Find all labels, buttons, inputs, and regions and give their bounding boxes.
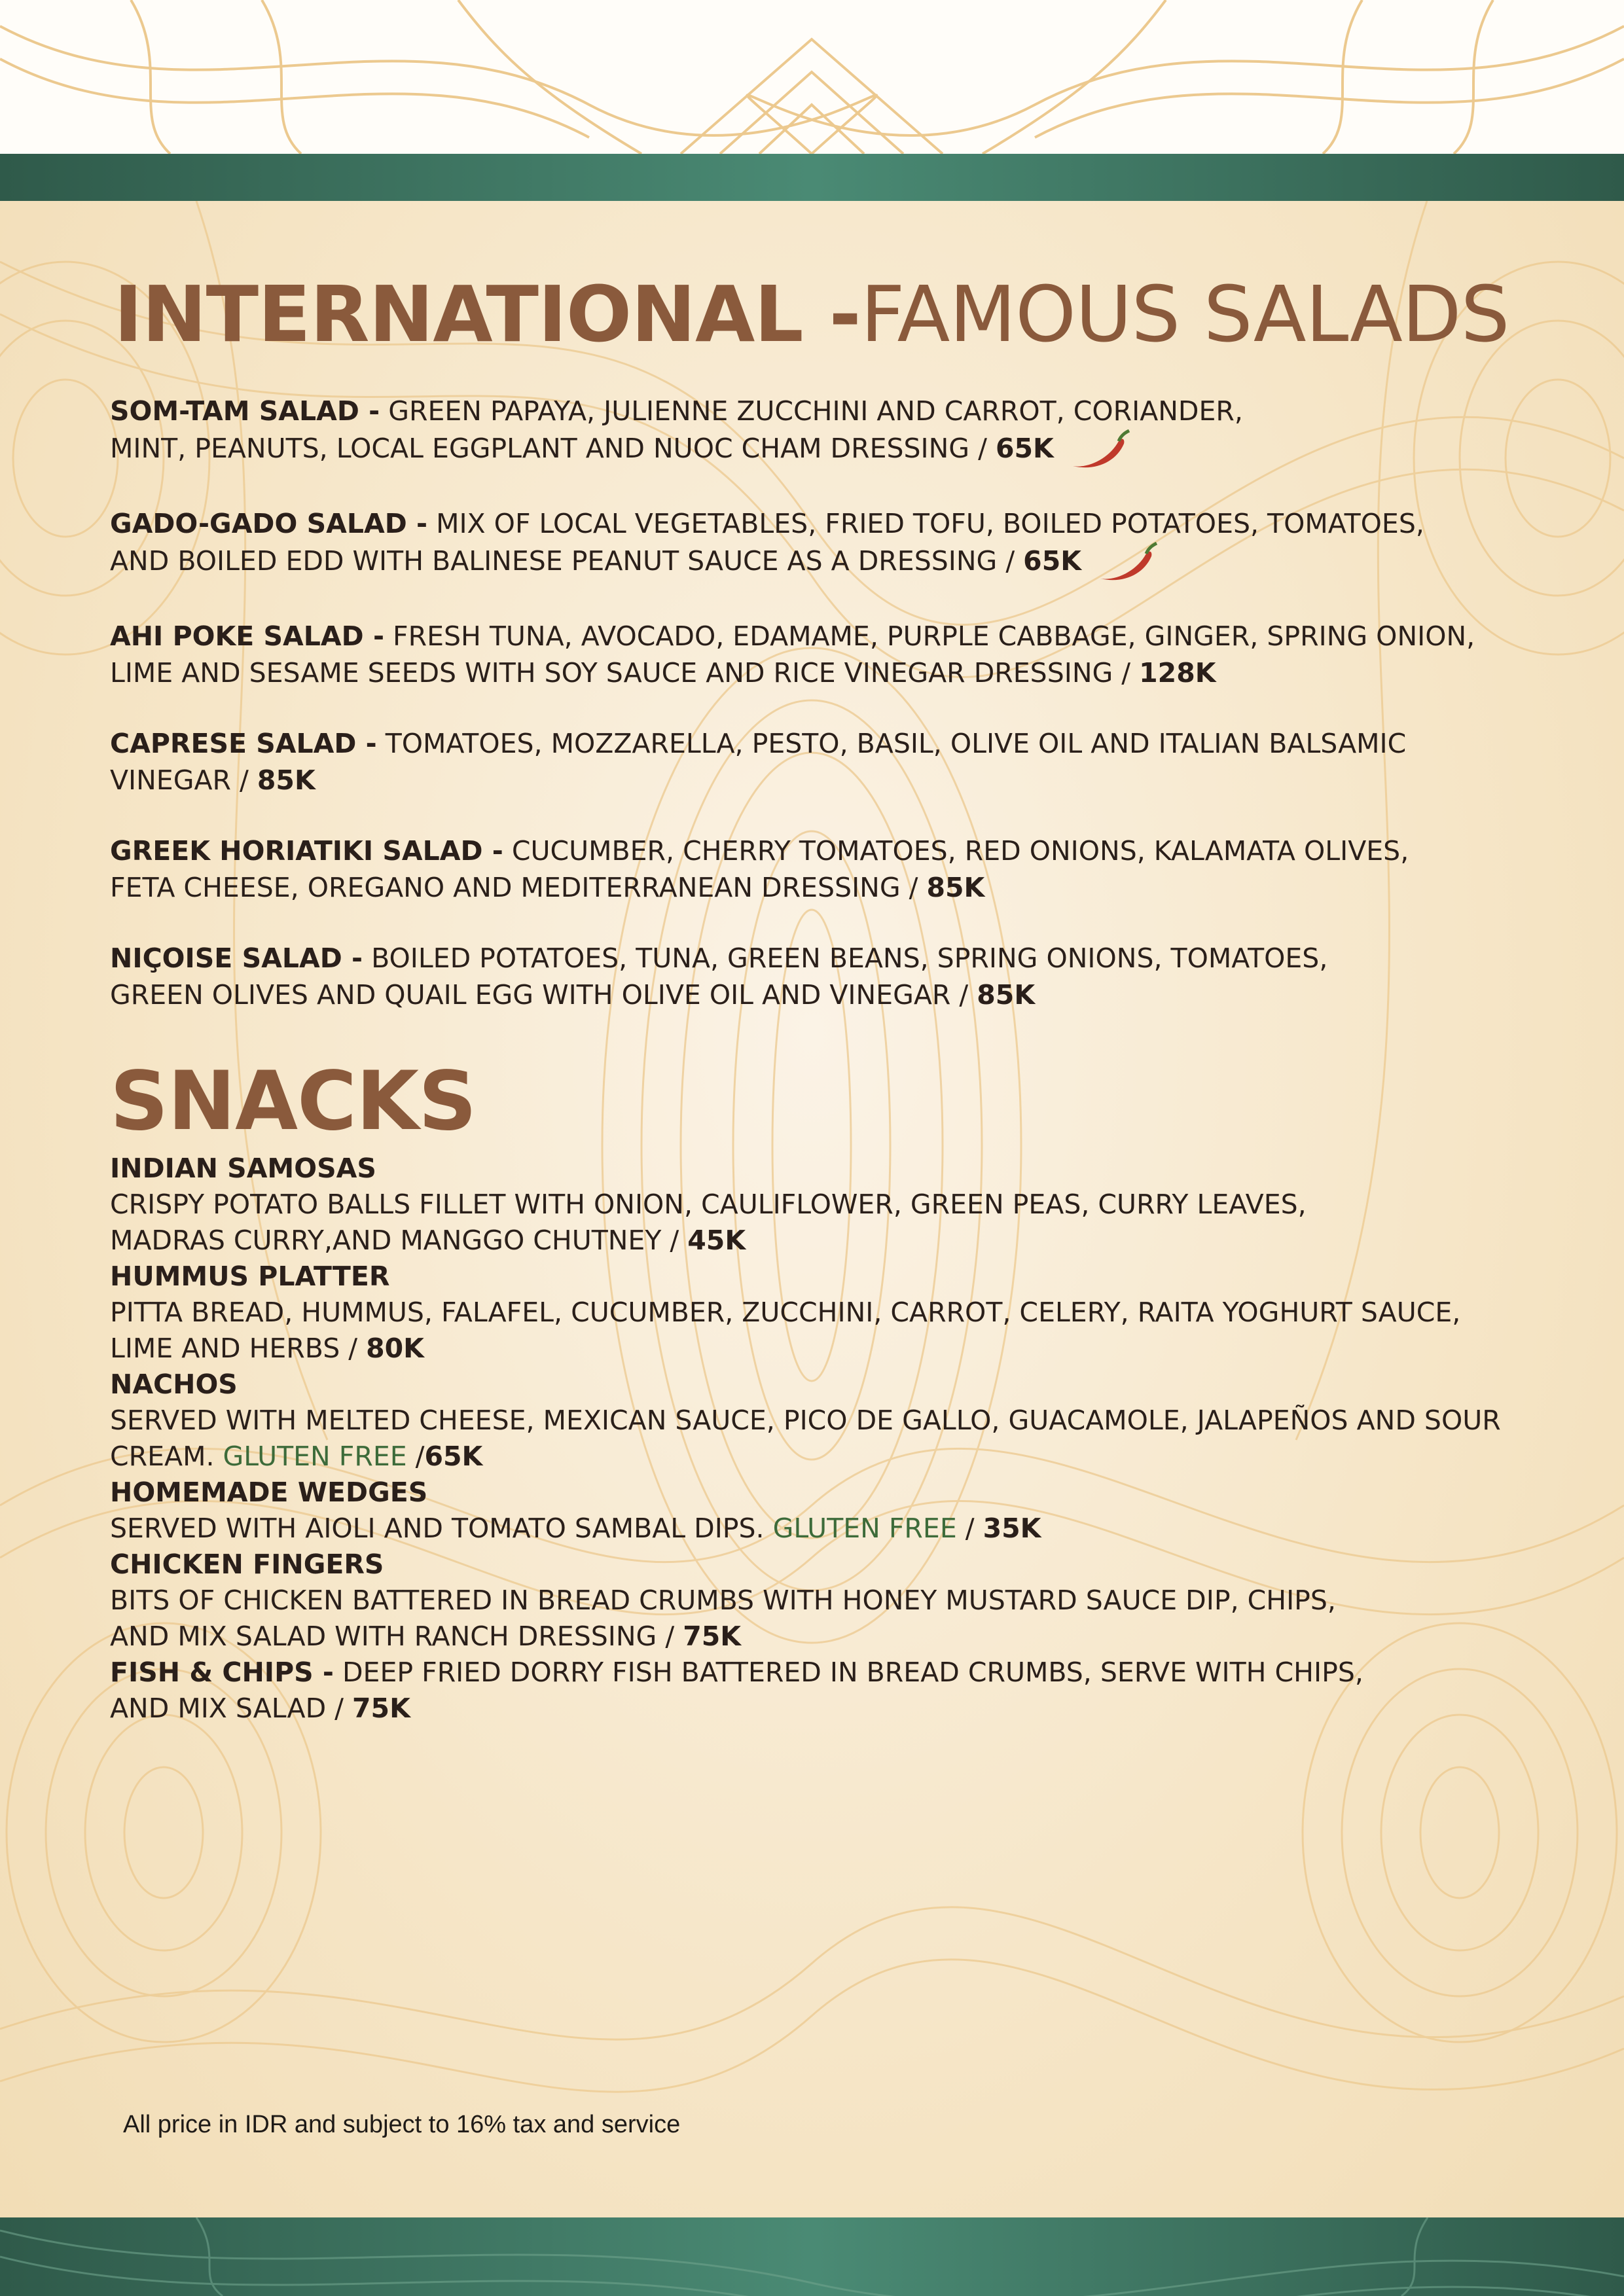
item-desc-line2: MADRAS CURRY,AND MANGGO CHUTNEY /	[110, 1225, 688, 1256]
chili-icon	[1069, 429, 1132, 471]
bottom-band-pattern	[0, 2217, 1624, 2296]
price-separator: /	[956, 1513, 983, 1544]
item-desc-line2: AND BOILED EDD WITH BALINESE PEANUT SAUCE AS A DRESSING /	[110, 545, 1024, 577]
item-desc-line1: CUCUMBER, CHERRY TOMATOES, RED ONIONS, KALAMATA OLIVES,	[503, 835, 1409, 867]
snacks-title: SNACKS	[110, 1054, 477, 1149]
item-desc-line2: GREEN OLIVES AND QUAIL EGG WITH OLIVE OIL AND VINEGAR /	[110, 979, 977, 1011]
header-line-art	[0, 0, 1624, 154]
item-desc-line1: SERVED WITH AIOLI AND TOMATO SAMBAL DIPS.	[110, 1513, 773, 1544]
item-desc-line2: AND MIX SALAD WITH RANCH DRESSING /	[110, 1621, 683, 1652]
item-desc-line2: VINEGAR /	[110, 764, 257, 796]
item-price: 128K	[1139, 657, 1216, 689]
item-price: 65K	[1023, 545, 1081, 577]
item-desc-line1: BITS OF CHICKEN BATTERED IN BREAD CRUMBS WITH HONEY MUSTARD SAUCE DIP, CHIPS,	[110, 1585, 1336, 1616]
item-name: FISH & CHIPS -	[110, 1657, 334, 1688]
price-disclaimer: All price in IDR and subject to 16% tax and service	[123, 2111, 681, 2138]
item-price: 85K	[257, 764, 316, 796]
salads-title	[114, 262, 1537, 367]
item-desc-line1: BOILED POTATOES, TUNA, GREEN BEANS, SPRING ONIONS, TOMATOES,	[363, 942, 1328, 974]
top-green-band	[0, 154, 1624, 201]
snack-chicken-fingers	[110, 1547, 1537, 1655]
item-price: 65K	[424, 1441, 483, 1472]
item-price: 85K	[926, 872, 985, 903]
item-desc-line1: TOMATOES, MOZZARELLA, PESTO, BASIL, OLIVE OIL AND ITALIAN BALSAMIC	[376, 728, 1407, 759]
item-name: GADO-GADO SALAD -	[110, 508, 428, 539]
salads-title-light: FAMOUS SALADS	[860, 269, 1509, 359]
item-desc-line1: CRISPY POTATO BALLS FILLET WITH ONION, CAULIFLOWER, GREEN PEAS, CURRY LEAVES,	[110, 1189, 1307, 1220]
bottom-green-band	[0, 2217, 1624, 2296]
item-desc-line2: CREAM.	[110, 1441, 223, 1472]
item-desc-line2: FETA CHEESE, OREGANO AND MEDITERRANEAN DRESSING /	[110, 872, 927, 903]
item-name: SOM-TAM SALAD -	[110, 395, 380, 427]
item-desc-line1: PITTA BREAD, HUMMUS, FALAFEL, CUCUMBER, ZUCCHINI, CARROT, CELERY, RAITA YOGHURT SAUCE,	[110, 1297, 1461, 1328]
salads-title-bold: INTERNATIONAL -	[114, 269, 861, 359]
item-price: 80K	[366, 1333, 424, 1364]
item-price: 75K	[352, 1693, 410, 1724]
item-desc	[110, 1583, 1537, 1655]
item-name: AHI POKE SALAD -	[110, 620, 384, 652]
item-desc	[110, 1655, 1537, 1727]
menu-item-som-tam	[110, 393, 1537, 471]
item-name: INDIAN SAMOSAS	[110, 1153, 376, 1184]
item-desc-line2: LIME AND HERBS /	[110, 1333, 367, 1364]
menu-content	[110, 262, 1537, 1727]
item-price: 65K	[995, 433, 1054, 464]
item-name: HUMMUS PLATTER	[110, 1261, 390, 1292]
item-desc	[110, 1511, 1537, 1547]
item-price: 75K	[683, 1621, 742, 1652]
item-desc-line1: SERVED WITH MELTED CHEESE, MEXICAN SAUCE, PICO DE GALLO, GUACAMOLE, JALAPEÑOS AND SOUR	[110, 1405, 1501, 1436]
item-name: NACHOS	[110, 1369, 238, 1400]
item-desc-line2: AND MIX SALAD /	[110, 1693, 353, 1724]
item-desc-line2: MINT, PEANUTS, LOCAL EGGPLANT AND NUOC CHAM DRESSING /	[110, 433, 996, 464]
gluten-free-label: GLUTEN FREE	[223, 1441, 407, 1472]
snack-nachos	[110, 1367, 1537, 1475]
item-desc-line1: MIX OF LOCAL VEGETABLES, FRIED TOFU, BOILED POTATOES, TOMATOES,	[427, 508, 1424, 539]
item-name: NIÇOISE SALAD -	[110, 942, 363, 974]
item-price: 45K	[687, 1225, 746, 1256]
item-desc-line1: DEEP FRIED DORRY FISH BATTERED IN BREAD CRUMBS, SERVE WITH CHIPS,	[333, 1657, 1363, 1688]
menu-item-greek-horiatiki	[110, 833, 1537, 906]
snack-indian-samosas	[110, 1151, 1537, 1259]
chili-icon	[1096, 542, 1159, 584]
item-desc-line1: FRESH TUNA, AVOCADO, EDAMAME, PURPLE CABBAGE, GINGER, SPRING ONION,	[384, 620, 1475, 652]
snack-fish-and-chips	[110, 1655, 1537, 1727]
item-desc	[110, 1295, 1537, 1367]
item-price: 85K	[977, 979, 1036, 1011]
menu-item-ahi-poke	[110, 618, 1537, 691]
item-name: CHICKEN FINGERS	[110, 1549, 384, 1580]
price-separator: /	[406, 1441, 425, 1472]
item-name: HOMEMADE WEDGES	[110, 1477, 428, 1508]
item-name: GREEK HORIATIKI SALAD -	[110, 835, 503, 867]
item-price: 35K	[983, 1513, 1041, 1544]
item-desc-line1: GREEN PAPAYA, JULIENNE ZUCCHINI AND CARROT, CORIANDER,	[380, 395, 1243, 427]
top-header-pattern	[0, 0, 1624, 154]
menu-item-caprese	[110, 725, 1537, 798]
menu-item-nicoise	[110, 940, 1537, 1013]
menu-item-gado-gado	[110, 505, 1537, 584]
snack-homemade-wedges	[110, 1475, 1537, 1547]
item-name: CAPRESE SALAD -	[110, 728, 377, 759]
snack-hummus-platter	[110, 1259, 1537, 1367]
item-desc-line2: LIME AND SESAME SEEDS WITH SOY SAUCE AND RICE VINEGAR DRESSING /	[110, 657, 1140, 689]
item-desc	[110, 1403, 1537, 1475]
gluten-free-label: GLUTEN FREE	[772, 1513, 957, 1544]
item-desc	[110, 1187, 1537, 1259]
